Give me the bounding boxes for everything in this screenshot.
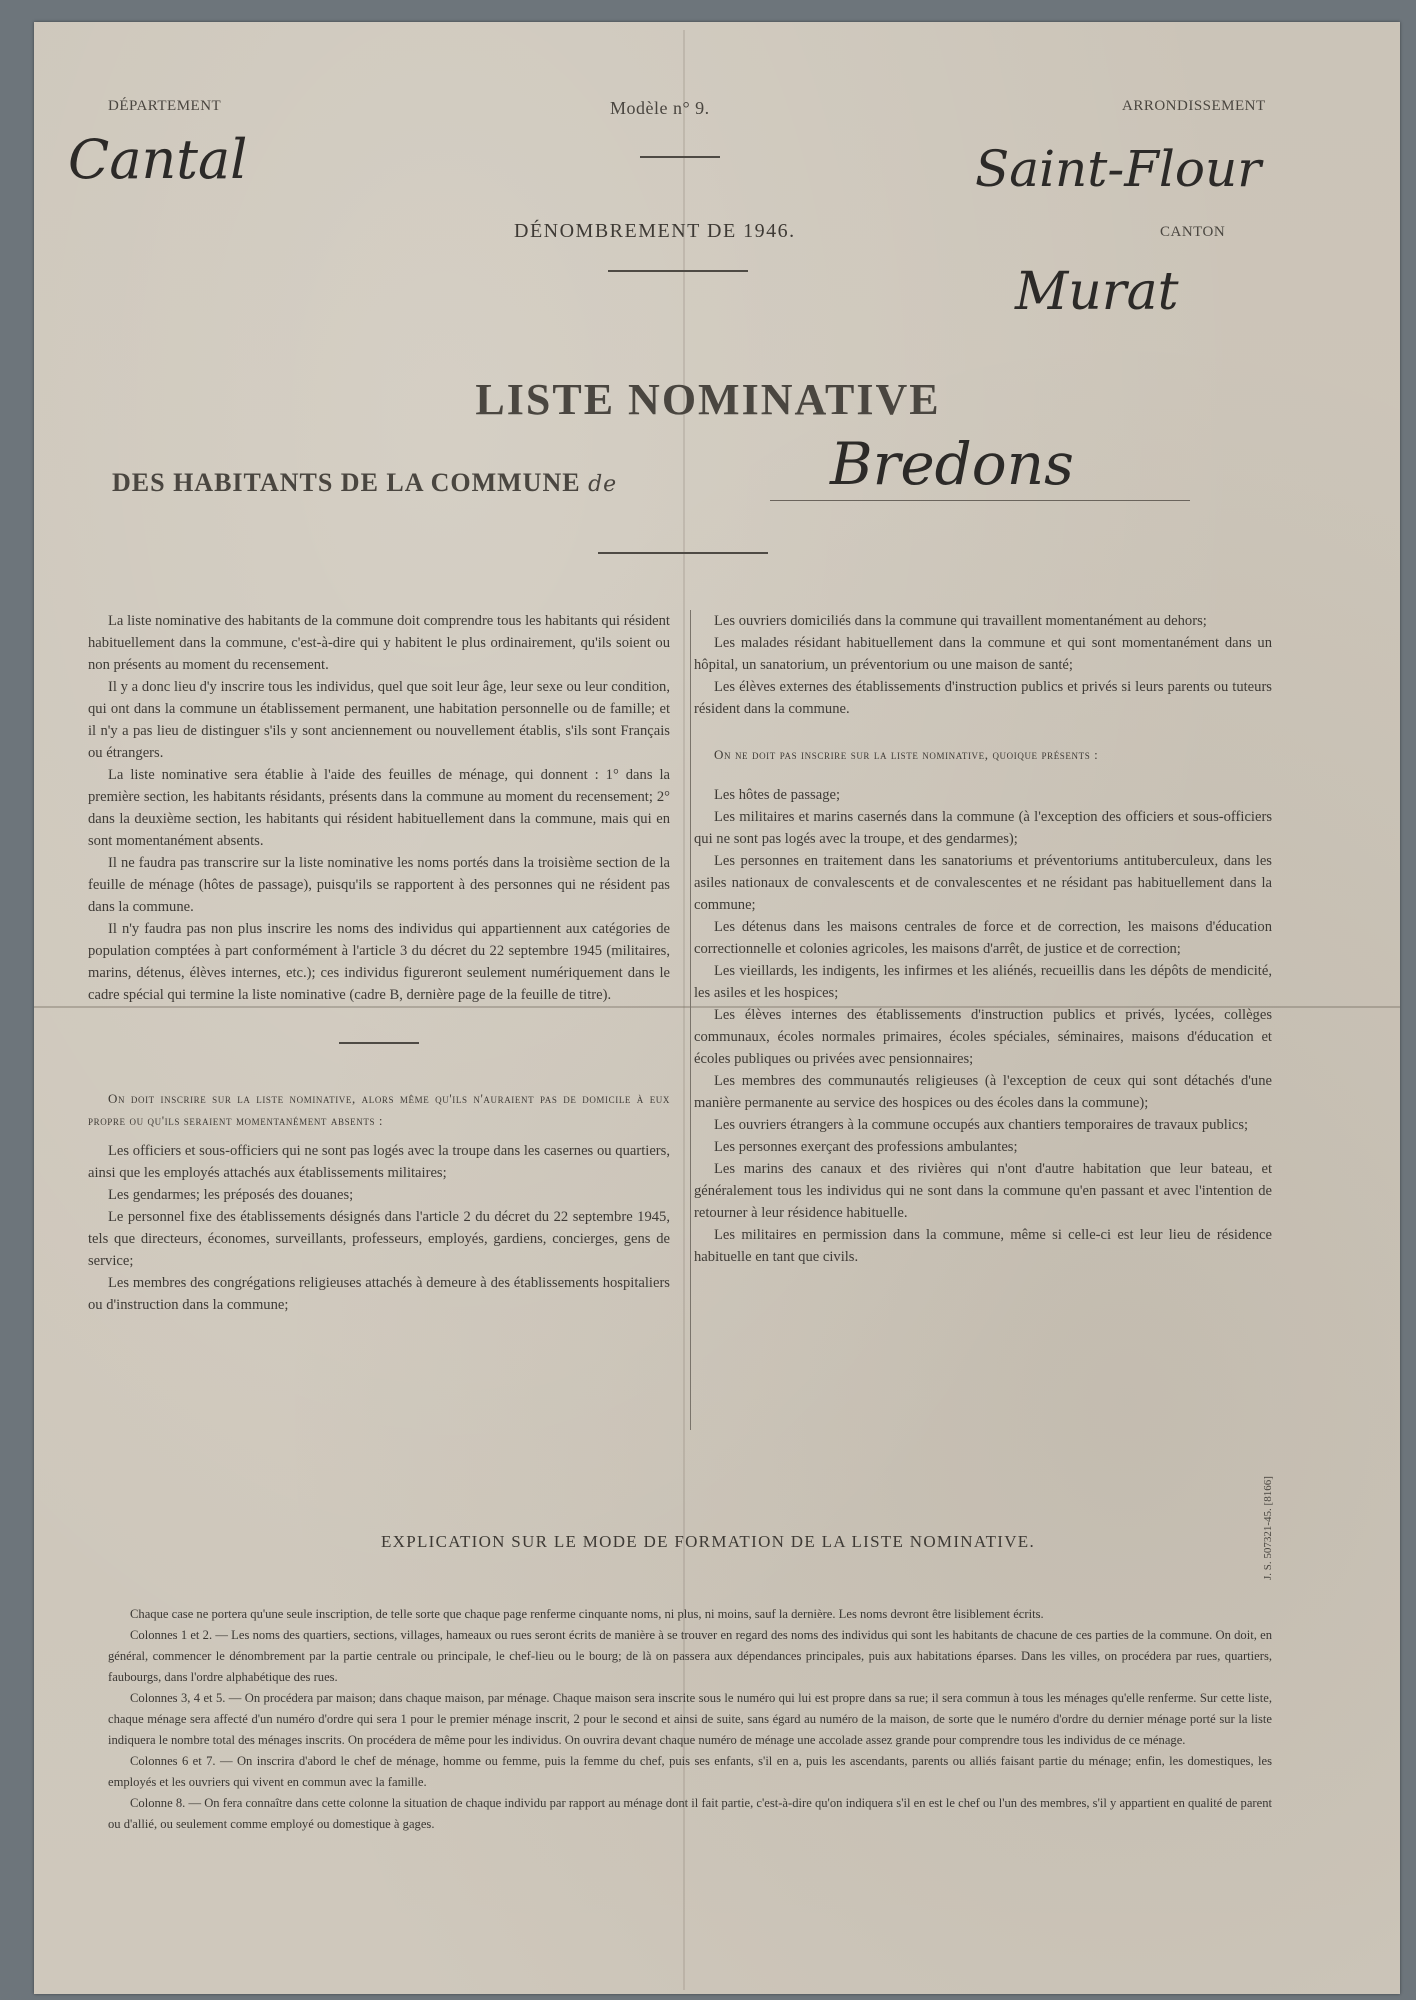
commune-value-handwritten: Bredons xyxy=(830,430,1074,498)
arrondissement-label: ARRONDISSEMENT xyxy=(1122,98,1266,114)
explanation-paragraph: Colonnes 6 et 7. — On inscrira d'abord le chef de ménage, homme ou femme, puis la femme du chef, puis ses enfants, s'il en a, puis les ascendants, parents ou alliés faisant partie du ménage; enfin, les domestiques, les employés et les ouvriers qui vivent en commun avec la famille. xyxy=(108,1754,1272,1789)
right-list-item: Les hôtes de passage; xyxy=(714,787,841,803)
left-list-item: Le personnel fixe des établissements désignés dans l'article 2 du décret du 22 septembre 1945, tels que directeurs, économes, surveillants, professeurs, employés, gardiens, concierges, gens de service; xyxy=(88,1209,670,1269)
printer-imprint: J. S. 507321-45. [8166] xyxy=(1262,1476,1274,1580)
left-spacer-2 xyxy=(88,1132,670,1140)
explanation-paragraph: Colonnes 1 et 2. — Les noms des quartiers, sections, villages, hameaux ou rues seront écrits de manière à se trouver en regard des noms des individus qui sont les habitants de chacune de ces parties de la commune. On doit, en général, commencer le dénombrement par la partie centrale ou principale, le chef-lieu ou le bourg; de là on passera aux dépendances principales, puis aux habitations éparses. Dans les villes, on procédera par rues, quartiers, faubourgs, dans l'ordre alphabétique des rues. xyxy=(108,1628,1272,1684)
right-list-item: Les élèves externes des établissements d'instruction publics et privés si leurs parents ou tuteurs résident dans la commune. xyxy=(694,679,1272,717)
right-list-item: Les marins des canaux et des rivières qui n'ont d'autre habitation que leur bateau, et généralement tous les individus qui ne sont dans la commune qu'en passant et avec l'intention de retourner à leur résidence habituelle. xyxy=(694,1161,1272,1221)
left-paragraph: La liste nominative des habitants de la commune doit comprendre tous les habitants qui résident habituellement dans la commune, c'est-à-dire qui y habitent le plus ordinairement, qu'ils soient ou non présents au moment du recensement. xyxy=(88,613,670,673)
explanation-paragraph: Chaque case ne portera qu'une seule inscription, de telle sorte que chaque page renferme cinquante noms, ni plus, ni moins, sauf la dernière. Les noms devront être lisiblement écrits. xyxy=(130,1607,1044,1621)
right-list-item: Les détenus dans les maisons centrales de force et de correction, les maisons d'éducation correctionnelle et colonies agricoles, les maisons d'arrêt, de justice et de correction; xyxy=(694,919,1272,957)
left-list-item: Les gendarmes; les préposés des douanes; xyxy=(108,1187,354,1203)
right-list-item: Les membres des communautés religieuses (à l'exception de ceux qui sont détachés d'une manière permanente au service des hospices ou des écoles dans la commune); xyxy=(694,1073,1272,1111)
right-list-item: Les élèves internes des établissements d'instruction publics et privés, lycées, collèges communaux, écoles normales primaires, écoles spéciales, séminaires, maisons d'éducation et écoles publiques ou privées avec pensionnaires; xyxy=(694,1007,1272,1067)
right-list-item: Les malades résidant habituellement dans la commune et qui sont momentanément dans un hôpital, un sanatorium, un préventorium ou une maison de santé; xyxy=(694,635,1272,673)
right-list-item: Les personnes exerçant des professions ambulantes; xyxy=(714,1139,1018,1155)
left-instructions-column xyxy=(88,610,670,1316)
column-divider xyxy=(690,610,691,1430)
right-list-item: Les vieillards, les indigents, les infirmes et les aliénés, recueillis dans les dépôts de mendicité, les asiles et les hospices; xyxy=(694,963,1272,1001)
title-rule xyxy=(598,552,768,554)
arrondissement-value-handwritten: Saint-Flour xyxy=(975,140,1262,198)
right-spacer xyxy=(694,720,1272,744)
right-list-item: Les militaires en permission dans la commune, même si celle-ci est leur lieu de résidence habituelle en tant que civils. xyxy=(694,1227,1272,1265)
right-instructions-column xyxy=(694,610,1272,1268)
document-subtitle xyxy=(112,468,617,498)
left-paragraph: La liste nominative sera établie à l'aide des feuilles de ménage, qui donnent : 1° dans la première section, les habitants résidants, présents dans la commune au moment du recensement; 2° dans la deuxième section, les habitants qui résident habituellement dans la commune, mais qui en sont momentanément absents. xyxy=(88,767,670,849)
left-section-rule xyxy=(339,1042,419,1044)
canton-value-handwritten: Murat xyxy=(1015,262,1179,322)
right-list-item: Les personnes en traitement dans les sanatoriums et préventoriums antituberculeux, dans les asiles nationaux de convalescents et de convalescentes et ne résidant pas habituellement dans la commune; xyxy=(694,853,1272,913)
right-list-item: Les ouvriers domiciliés dans la commune qui travaillent momentanément au dehors; xyxy=(714,613,1207,629)
explanation-title: EXPLICATION SUR LE MODE DE FORMATION DE LA LISTE NOMINATIVE. xyxy=(380,1532,1036,1551)
left-spacer xyxy=(88,1006,670,1042)
denombrement-title: DÉNOMBREMENT DE 1946. xyxy=(514,220,796,242)
right-list-item: Les ouvriers étrangers à la commune occupés aux chantiers temporaires de travaux publics; xyxy=(714,1117,1249,1133)
canton-label: CANTON xyxy=(1160,224,1226,240)
explanation-paragraph: Colonnes 3, 4 et 5. — On procédera par maison; dans chaque maison, par ménage. Chaque maison sera inscrite sous le numéro qui lui est propre dans sa rue; il sera commun à tous les ménages qu'elle renferme. Sur cette liste, chaque ménage sera affecté d'un numéro d'ordre qui sera 1 pour le premier ménage inscrit, 2 pour le second et ainsi de suite, sans égard au numéro de la maison, de sorte que le numéro d'ordre du dernier ménage porté sur la liste indiquera le nombre total des ménages inscrits. On procédera de même pour les individus. On ouvrira devant chaque numéro de ménage une accolade assez grande pour comprendre tous les individus de ce ménage. xyxy=(108,1691,1272,1747)
right-section-heading: On ne doit pas inscrire sur la liste nominative, quoique présents : xyxy=(714,747,1099,762)
right-spacer-2 xyxy=(694,766,1272,784)
subtitle-text: DES HABITANTS DE LA COMMUNE xyxy=(112,468,581,497)
explanation-paragraph: Colonne 8. — On fera connaître dans cette colonne la situation de chaque individu par rapport au ménage dont il fait partie, c'est-à-dire qu'on indiquera s'il en est le chef ou l'un des membres, s'il y appartient en qualité de parent ou d'allié, ou seulement comme employé ou domestique à gages. xyxy=(108,1796,1272,1831)
document-title: LISTE NOMINATIVE xyxy=(475,375,941,424)
commune-underline xyxy=(770,500,1190,501)
left-list-item: Les officiers et sous-officiers qui ne sont pas logés avec la troupe dans les casernes ou quartiers, ainsi que les employés attachés aux établissements militaires; xyxy=(88,1143,670,1181)
modele-number: Modèle n° 9. xyxy=(610,98,710,118)
departement-value-handwritten: Cantal xyxy=(68,128,248,191)
left-list-item: Les membres des congrégations religieuses attachés à demeure à des établissements hospitaliers ou d'instruction dans la commune; xyxy=(88,1275,670,1313)
left-paragraph: Il n'y faudra pas non plus inscrire les noms des individus qui appartiennent aux catégories de population comptées à part conformément à l'article 3 du décret du 22 septembre 1945 (militaires, marins, détenus, élèves internes, etc.); ces individus figureront seulement numériquement dans le cadre spécial qui termine la liste nominative (cadre B, dernière page de la feuille de titre). xyxy=(88,921,670,1003)
header-rule-1 xyxy=(640,156,720,158)
left-paragraph: Il y a donc lieu d'y inscrire tous les individus, quel que soit leur âge, leur sexe ou leur condition, qui ont dans la commune un établissement permanent, une habitation personnelle ou de famille; et il n'y a pas lieu de distinguer s'ils y sont anciennement ou nouvellement établis, s'ils sont Français ou étrangers. xyxy=(88,679,670,761)
explanation-text xyxy=(108,1604,1272,1835)
departement-label: DÉPARTEMENT xyxy=(108,98,222,114)
subtitle-de: de xyxy=(588,472,618,497)
header-rule-2 xyxy=(608,270,748,272)
left-paragraph: Il ne faudra pas transcrire sur la liste nominative les noms portés dans la troisième section de la feuille de ménage (hôtes de passage), puisqu'ils se rapportent à des personnes qui ne résident pas dans la commune. xyxy=(88,855,670,915)
right-list-item: Les militaires et marins casernés dans la commune (à l'exception des officiers et sous-officiers qui ne sont pas logés avec la troupe, et des gendarmes); xyxy=(694,809,1272,847)
left-section-heading: On doit inscrire sur la liste nominative, alors même qu'ils n'auraient pas de domicile à eux propre ou qu'ils seraient momentanément absents : xyxy=(88,1091,670,1128)
